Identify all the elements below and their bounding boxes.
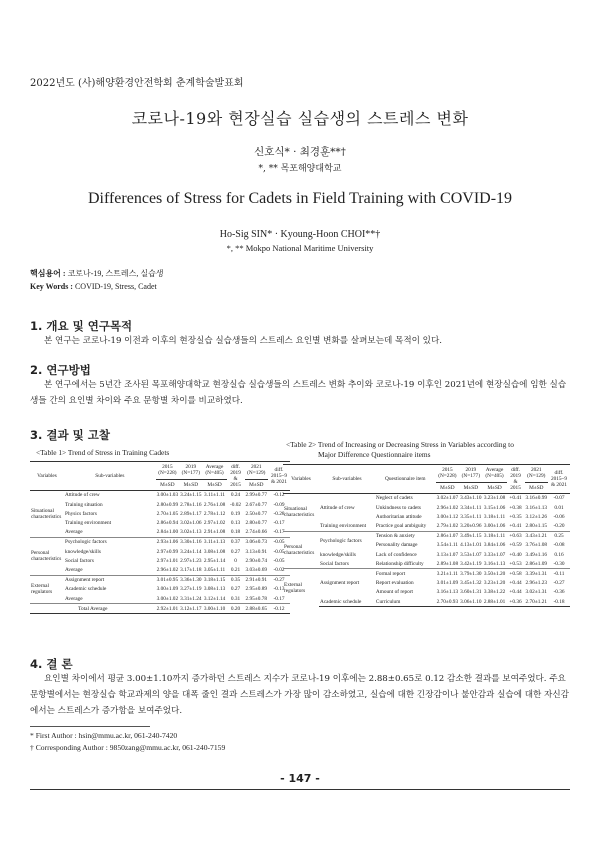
t2-cell: 3.16±1.13 [483,560,506,567]
section-1-title: 1. 개요 및 연구목적 [30,319,133,333]
t1-sub-variable: knowledge/skills [65,548,101,555]
t1-h-msd2: M±SD [183,481,199,488]
t2-var-situational: Situational characteristics [284,506,315,519]
t2-cell: 3.39±1.31 [525,570,547,577]
t1-group-name: Personal characteristics [30,537,64,575]
keywords-english [30,282,157,291]
keywords-korean [30,268,164,279]
table-row [283,493,570,503]
table-1-caption: <Table 1> Trend of Stress in Training Cadets [36,448,170,457]
t1-cell: 3.05±1.11 [203,566,226,573]
t1-h-variables: Variables [37,472,57,479]
t1-cell: 0.37 [227,537,245,547]
t2-h-item: Questionnaire item [385,475,426,482]
t2-cell: +0.38 [509,504,522,511]
t2-cell: -0.06 [553,513,565,520]
t2-item: Formal report [375,569,436,579]
affiliation-english: *, ** Mokpo National Maritime University [226,243,374,253]
t2-cell: 3.45±1.32 [460,580,482,587]
t1-h-2021: 2021 (N=129) [247,464,266,477]
table-1-header-row [30,462,290,480]
t1-cell: 2.93±1.06 [156,539,179,546]
t1-cell: 3.00±1.10 [203,604,227,614]
t2-cell: 2.86±1.09 [525,560,547,567]
authors-korean: 신호식* · 최경훈**† [254,146,346,158]
t2-h-2019: 2019 (N=177) [461,467,480,480]
keywords-ko-value: 코로나-19, 스트레스, 실습생 [67,269,164,278]
t2-item: Amount of report [375,589,413,596]
t2-cell: 3.06±1.10 [459,597,482,607]
t1-sub-variable: Average [65,566,83,573]
t1-cell: 2.84±1.00 [156,529,179,536]
t2-item: Lack of confidence [375,551,417,558]
t1-cell: 2.80±0.99 [156,501,179,508]
t1-cell: 2.90±0.74 [245,557,267,564]
table-row [30,556,290,565]
table-row [30,547,290,556]
t1-cell: 2.78±1.16 [180,501,202,508]
t1-cell: 2.97±1.01 [156,557,179,564]
page-number: - 147 - [280,772,320,785]
t2-cell: 3.43±1.10 [460,495,482,502]
t1-cell: 3.24±1.14 [180,548,202,555]
t1-cell: 3.27±1.19 [180,586,202,593]
table-row [283,550,570,559]
t1-cell: 0.31 [230,595,241,602]
t2-cell: 3.16±1.13 [436,589,459,596]
t1-cell: 3.08±1.08 [203,548,226,555]
t2-cell: 3.18±1.11 [483,533,506,540]
t1-sub-variable: Training environment [65,519,112,526]
t1-cell: 2.50±0.77 [245,510,267,517]
t1-total-label: Total Average [30,604,156,614]
t2-cell: +0.59 [509,542,522,549]
t2-cell: 3.15±1.06 [483,504,506,511]
t1-cell: 0.18 [230,529,241,536]
t1-cell: 3.18±1.15 [203,577,226,584]
footnote-corresponding-author: † Corresponding Author : 9850zang@mmu.ac.kr, 061-240-7159 [30,743,226,752]
t1-cell: 2.67±0.77 [245,501,267,508]
table-row [30,575,290,585]
t1-cell: 3.02±1.13 [180,529,202,536]
t1-cell: 0.24 [230,492,241,499]
table-row [30,490,290,500]
t2-cell: 0.25 [548,531,570,541]
t2-cell: +0.41 [509,495,522,502]
t1-h-msd1: M±SD [160,481,175,488]
t2-cell: 3.60±1.31 [460,589,482,596]
t2-cell: 3.38±1.22 [483,589,506,596]
t2-cell: 3.23±1.08 [483,495,506,502]
t1-cell: 3.30±1.16 [180,539,202,546]
affiliation-korean: *, ** 목포해양대학교 [258,164,342,174]
t2-h-sub: Sub-variables [332,475,362,482]
t1-cell: 2.80±0.77 [245,519,267,526]
t1-group-name: External regulators [30,575,64,604]
section-3-title: 3. 결과 및 고찰 [30,428,110,442]
t2-cell: 3.49±1.15 [460,533,482,540]
t1-h-2015: 2015 (N=228) [158,464,177,477]
t2-cell: 2.79±1.02 [436,522,459,529]
t1-cell: 2.95±1.14 [203,557,226,564]
t1-cell: -0.17 [273,519,285,526]
t2-h-2015: 2015 (N=228) [438,467,457,480]
t2-cell: 4.13±1.01 [460,542,482,549]
t1-cell: 3.00±1.09 [156,586,179,593]
t1-h-msd4: M±SD [249,481,264,488]
t2-sub-know: knowledge/skills [320,551,356,558]
table-1-body [30,490,290,614]
t1-cell: 0.35 [227,575,245,585]
table-row [283,597,570,607]
t1-cell: 3.17±1.18 [180,566,202,573]
t2-sub-soc: Social factors [320,560,349,567]
t2-var-personal: Personal characteristics [283,531,319,569]
section-2-text: 본 연구에서는 5년간 조사된 목포해양대학교 현장실습 실습생들의 스트레스 변화 추이와 코로나-19 이후인 2021년에 현장실습에 임한 실습생들 간의 요인별 차이와 주요 문항별 차이를 비교하였다. [30,380,567,406]
t2-cell: +0.44 [509,589,522,596]
t1-cell: 0.20 [227,604,245,614]
t2-h-variables: Variables [291,475,311,482]
t2-item: Relationship difficulty [375,560,424,567]
t2-h-diff1: diff. 2019 & 2015 [510,466,521,492]
t2-sub-assign: Assignment report [319,569,375,597]
t2-item: Report evaluation [375,580,414,587]
t1-cell: 0.27 [230,586,241,593]
t2-h-avg: Average (N=405) [485,467,504,480]
t1-cell: 3.01±0.95 [156,577,179,584]
t1-group-name: Situational characteristics [31,507,62,520]
t1-cell: -0.05 [268,537,290,547]
t2-cell: 2.96±1.23 [525,580,547,587]
t1-cell: -0.09 [273,501,285,508]
t2-cell: 3.33±1.07 [483,551,506,558]
t1-cell: 3.06±0.73 [245,539,267,546]
t1-h-avg: Average (N=405) [205,464,224,477]
t1-cell: -0.17 [273,529,285,536]
section-1-text: 본 연구는 코로나-19 이전과 이후의 현장실습 실습생들의 스트레스 요인별 변화를 살펴보는데 목적이 있다. [44,336,443,346]
table-2 [283,464,570,607]
t1-cell: -0.05 [273,557,285,564]
t2-cell: 3.53±1.07 [460,551,482,558]
t2-cell: -0.07 [553,495,565,502]
t2-cell: 3.12±1.26 [525,513,547,520]
t2-cell: -0.27 [553,580,565,587]
t2-cell: +0.41 [509,522,522,529]
t2-item: Practice goal ambiguity [375,522,427,529]
t1-sub-variable: Training situation [65,501,103,508]
t1-cell: 2.89±1.17 [180,510,202,517]
t1-cell: -0.05 [273,548,285,555]
table-2-caption-line2: Major Difference Questionnaire items [318,450,431,459]
t1-cell: 2.74±0.66 [245,529,267,536]
t2-cell: 3.00±1.06 [483,522,506,529]
section-2-title: 2. 연구방법 [30,363,91,377]
t2-cell: 3.43±1.21 [525,533,547,540]
t2-cell: 0.01 [554,504,564,511]
t2-item: Neglect of cadets [375,495,413,502]
t1-cell: 2.76±1.08 [203,501,226,508]
t2-cell: 3.16±1.13 [525,504,547,511]
t1-cell: -0.02 [230,501,242,508]
t1-cell: -0.12 [268,604,290,614]
t2-sub-env: Training environment [320,522,367,529]
t1-cell: 2.91±1.08 [203,529,226,536]
table-1 [30,461,290,614]
t2-cell: 2.89±1.08 [436,560,459,567]
t2-cell: 3.20±0.96 [460,522,482,529]
t1-sub-variable: Social factors [65,557,94,564]
t2-cell: 3.76±1.08 [525,542,547,549]
t1-cell: 3.03±0.69 [245,566,267,573]
table-row [30,565,290,575]
t1-sub-variable: Academic schedule [65,586,107,593]
t2-cell: 2.86±1.07 [436,533,459,540]
t1-h-2019: 2019 (N=177) [181,464,200,477]
t1-sub-variable: Average [65,595,83,602]
table-2-body [283,493,570,606]
t2-cell: +0.36 [507,597,525,607]
t2-h-msd2: M±SD [463,484,479,491]
t1-cell: 3.36±1.30 [180,577,202,584]
t1-cell: 0.27 [230,548,241,555]
page-bottom-rule [30,789,570,790]
table-row [30,594,290,604]
table-row [30,585,290,594]
t1-cell: 2.92±1.01 [156,604,179,614]
t2-item: Authoritarian attitude [375,513,422,520]
t1-cell: -0.28 [273,510,285,517]
title-korean: 코로나-19와 현장실습 실습생의 스트레스 변화 [131,109,469,128]
t1-cell: 2.97±0.99 [156,548,179,555]
t2-cell: -0.30 [553,560,565,567]
table-row [283,569,570,579]
table-row [283,531,570,541]
t2-cell: 2.96±1.02 [436,504,459,511]
t1-cell: -0.13 [273,586,285,593]
t1-h-msd3: M±SD [207,481,222,488]
table-row [283,521,570,531]
t2-cell: 3.23±1.20 [483,580,506,587]
t2-cell: -0.36 [553,589,565,596]
t1-cell: 2.70±1.05 [156,510,179,517]
t1-cell: 0.13 [230,519,241,526]
t1-cell: 3.24±1.15 [180,492,202,499]
t2-h-msd3: M±SD [487,484,502,491]
t2-cell: 2.80±1.15 [525,522,547,529]
t2-h-diff2: diff. 2015~9 & 2021 [550,469,568,488]
t1-cell: 2.97±1.02 [203,519,226,526]
t2-cell: -0.18 [548,597,570,607]
t2-h-2021: 2021 (N=129) [527,467,546,480]
t2-cell: 3.21±1.11 [436,570,458,577]
t1-cell: 3.11±1.13 [203,539,226,546]
keywords-en-label: Key Words : [30,282,73,291]
t1-cell: -0.17 [273,595,285,602]
table-row-total [30,604,290,614]
t1-sub-variable: Attitude of crew [65,492,100,499]
t1-cell: 3.00±1.02 [156,595,179,602]
t2-sub-acad: Academic schedule [319,597,375,607]
t1-cell: -0.02 [273,566,285,573]
t2-var-external: External regulators [283,569,319,607]
t2-sub-psy: Psychologic factors [319,531,375,550]
t1-h-diff2: diff. 2015~9 & 2021 [270,466,288,485]
t2-cell: 2.88±1.01 [483,597,507,607]
t1-cell: 3.02±1.06 [180,519,202,526]
t2-cell: +0.63 [507,531,525,541]
t1-cell: 3.00±1.03 [156,492,179,499]
t1-cell: 3.31±1.24 [180,595,202,602]
t1-sub-variable: Physics factors [65,510,97,517]
t2-cell: 3.84±1.06 [483,542,506,549]
t1-cell: 3.11±1.11 [204,492,226,499]
t2-item: Tension & anxiety [375,531,436,541]
t2-cell: +0.40 [509,551,522,558]
t1-h-sub: Sub-variables [95,472,125,479]
t2-cell: 3.01±1.09 [436,580,459,587]
t1-sub-variable: Average [65,529,83,536]
t1-cell: 3.12±1.14 [203,595,226,602]
t1-h-diff1: diff. 2019 & 2015 [230,463,241,489]
t1-cell: 3.12±1.17 [179,604,202,614]
t2-cell: 3.42±1.19 [460,560,482,567]
table-row [30,537,290,547]
t2-h-msd4: M±SD [529,484,544,491]
t2-cell: 3.13±1.07 [436,551,459,558]
t2-cell: 3.34±1.11 [460,504,482,511]
table-row [30,518,290,527]
t2-cell: 2.70±1.21 [525,597,548,607]
t2-cell: 3.00±1.12 [436,513,459,520]
t1-cell: 2.99±0.77 [245,492,267,499]
t2-cell: 3.50±1.20 [483,570,506,577]
t1-cell: 2.95±0.89 [245,586,267,593]
t1-sub-variable: Psychologic factors [64,537,156,547]
t2-cell: 3.16±0.99 [525,495,547,502]
table-row [30,509,290,518]
t2-h-msd1: M±SD [440,484,455,491]
conference-header: 2022년도 (사)해양환경안전학회 춘계학술발표회 [30,78,244,89]
t2-cell: -0.11 [548,569,570,579]
t2-cell: 3.02±1.31 [525,589,547,596]
t1-cell: 2.78±1.12 [203,510,226,517]
footnote-first-author: * First Author : hsin@mmu.ac.kr, 061-240-7420 [30,731,178,740]
t2-cell: -0.20 [553,522,565,529]
footnote-divider [30,726,150,727]
table-2-header-row [283,465,570,483]
t2-cell: 3.35±1.11 [460,513,482,520]
table-row [283,559,570,569]
t2-cell: 3.18±1.11 [483,513,506,520]
keywords-ko-label: 핵심용어 : [30,269,66,278]
keywords-en-value: COVID-19, Stress, Cadet [74,282,157,291]
t1-cell: 0 [234,557,237,564]
t1-cell: 2.91±0.91 [245,577,267,584]
t1-cell: 2.95±0.78 [245,595,267,602]
table-row [30,500,290,509]
t2-item: Personality damage [375,542,418,549]
title-english: Differences of Stress for Cadets in Field Training with COVID-19 [87,190,513,207]
t1-cell: 0.19 [230,510,241,517]
t2-cell: 3.49±1.16 [525,551,547,558]
t2-cell: -0.08 [553,542,565,549]
t2-cell: +0.44 [509,580,522,587]
section-4-title: 4. 결 론 [30,657,73,671]
t1-cell: 2.96±1.02 [156,566,179,573]
t2-item: Curriculum [375,597,436,607]
t2-cell: 0.16 [554,551,564,558]
t2-cell: 3.79±1.30 [460,570,482,577]
t2-sub-crew: Attitude of crew [320,504,355,511]
t1-cell: -0.27 [268,575,290,585]
table-2-caption-line1: <Table 2> Trend of Increasing or Decreasing Stress in Variables according to [286,440,514,449]
t2-cell: 2.70±0.93 [436,597,459,607]
section-4-text: 요인별 차이에서 평균 3.00±1.10까지 증가하던 스트레스 지수가 코로나-19 이후에는 2.88±0.65로 0.12 감소한 결과를 보여주었다. 주요 문항별에서는 현장실습 학교과제의 양을 대폭 줄인 결과 스트레스가 가장 많이 감소하였고, 실습에 대한 긴장감이나 불안감과 실습에 대한 자신감에서는 스트레스가 증가함을 보여주었다. [30,674,569,716]
t2-cell: +0.53 [509,560,522,567]
t1-cell: -0.12 [273,492,285,499]
t2-cell: +0.35 [509,513,522,520]
t1-cell: 0.21 [230,566,241,573]
t2-cell: +0.58 [507,569,525,579]
authors-english: Ho-Sig SIN* · Kyoung-Hoon CHOI**† [219,229,381,240]
t2-cell: 3.02±1.07 [436,495,459,502]
t1-cell: 2.97±1.23 [180,557,202,564]
t1-cell: 2.86±0.94 [156,519,179,526]
table-row [30,528,290,538]
t1-cell: 3.08±1.13 [203,586,226,593]
t1-sub-variable: Assignment report [64,575,156,585]
t1-cell: 2.88±0.65 [245,604,268,614]
t2-item: Unkindness to cadets [375,504,421,511]
t1-cell: 3.13±0.91 [245,548,267,555]
t2-cell: 3.54±1.11 [436,542,458,549]
